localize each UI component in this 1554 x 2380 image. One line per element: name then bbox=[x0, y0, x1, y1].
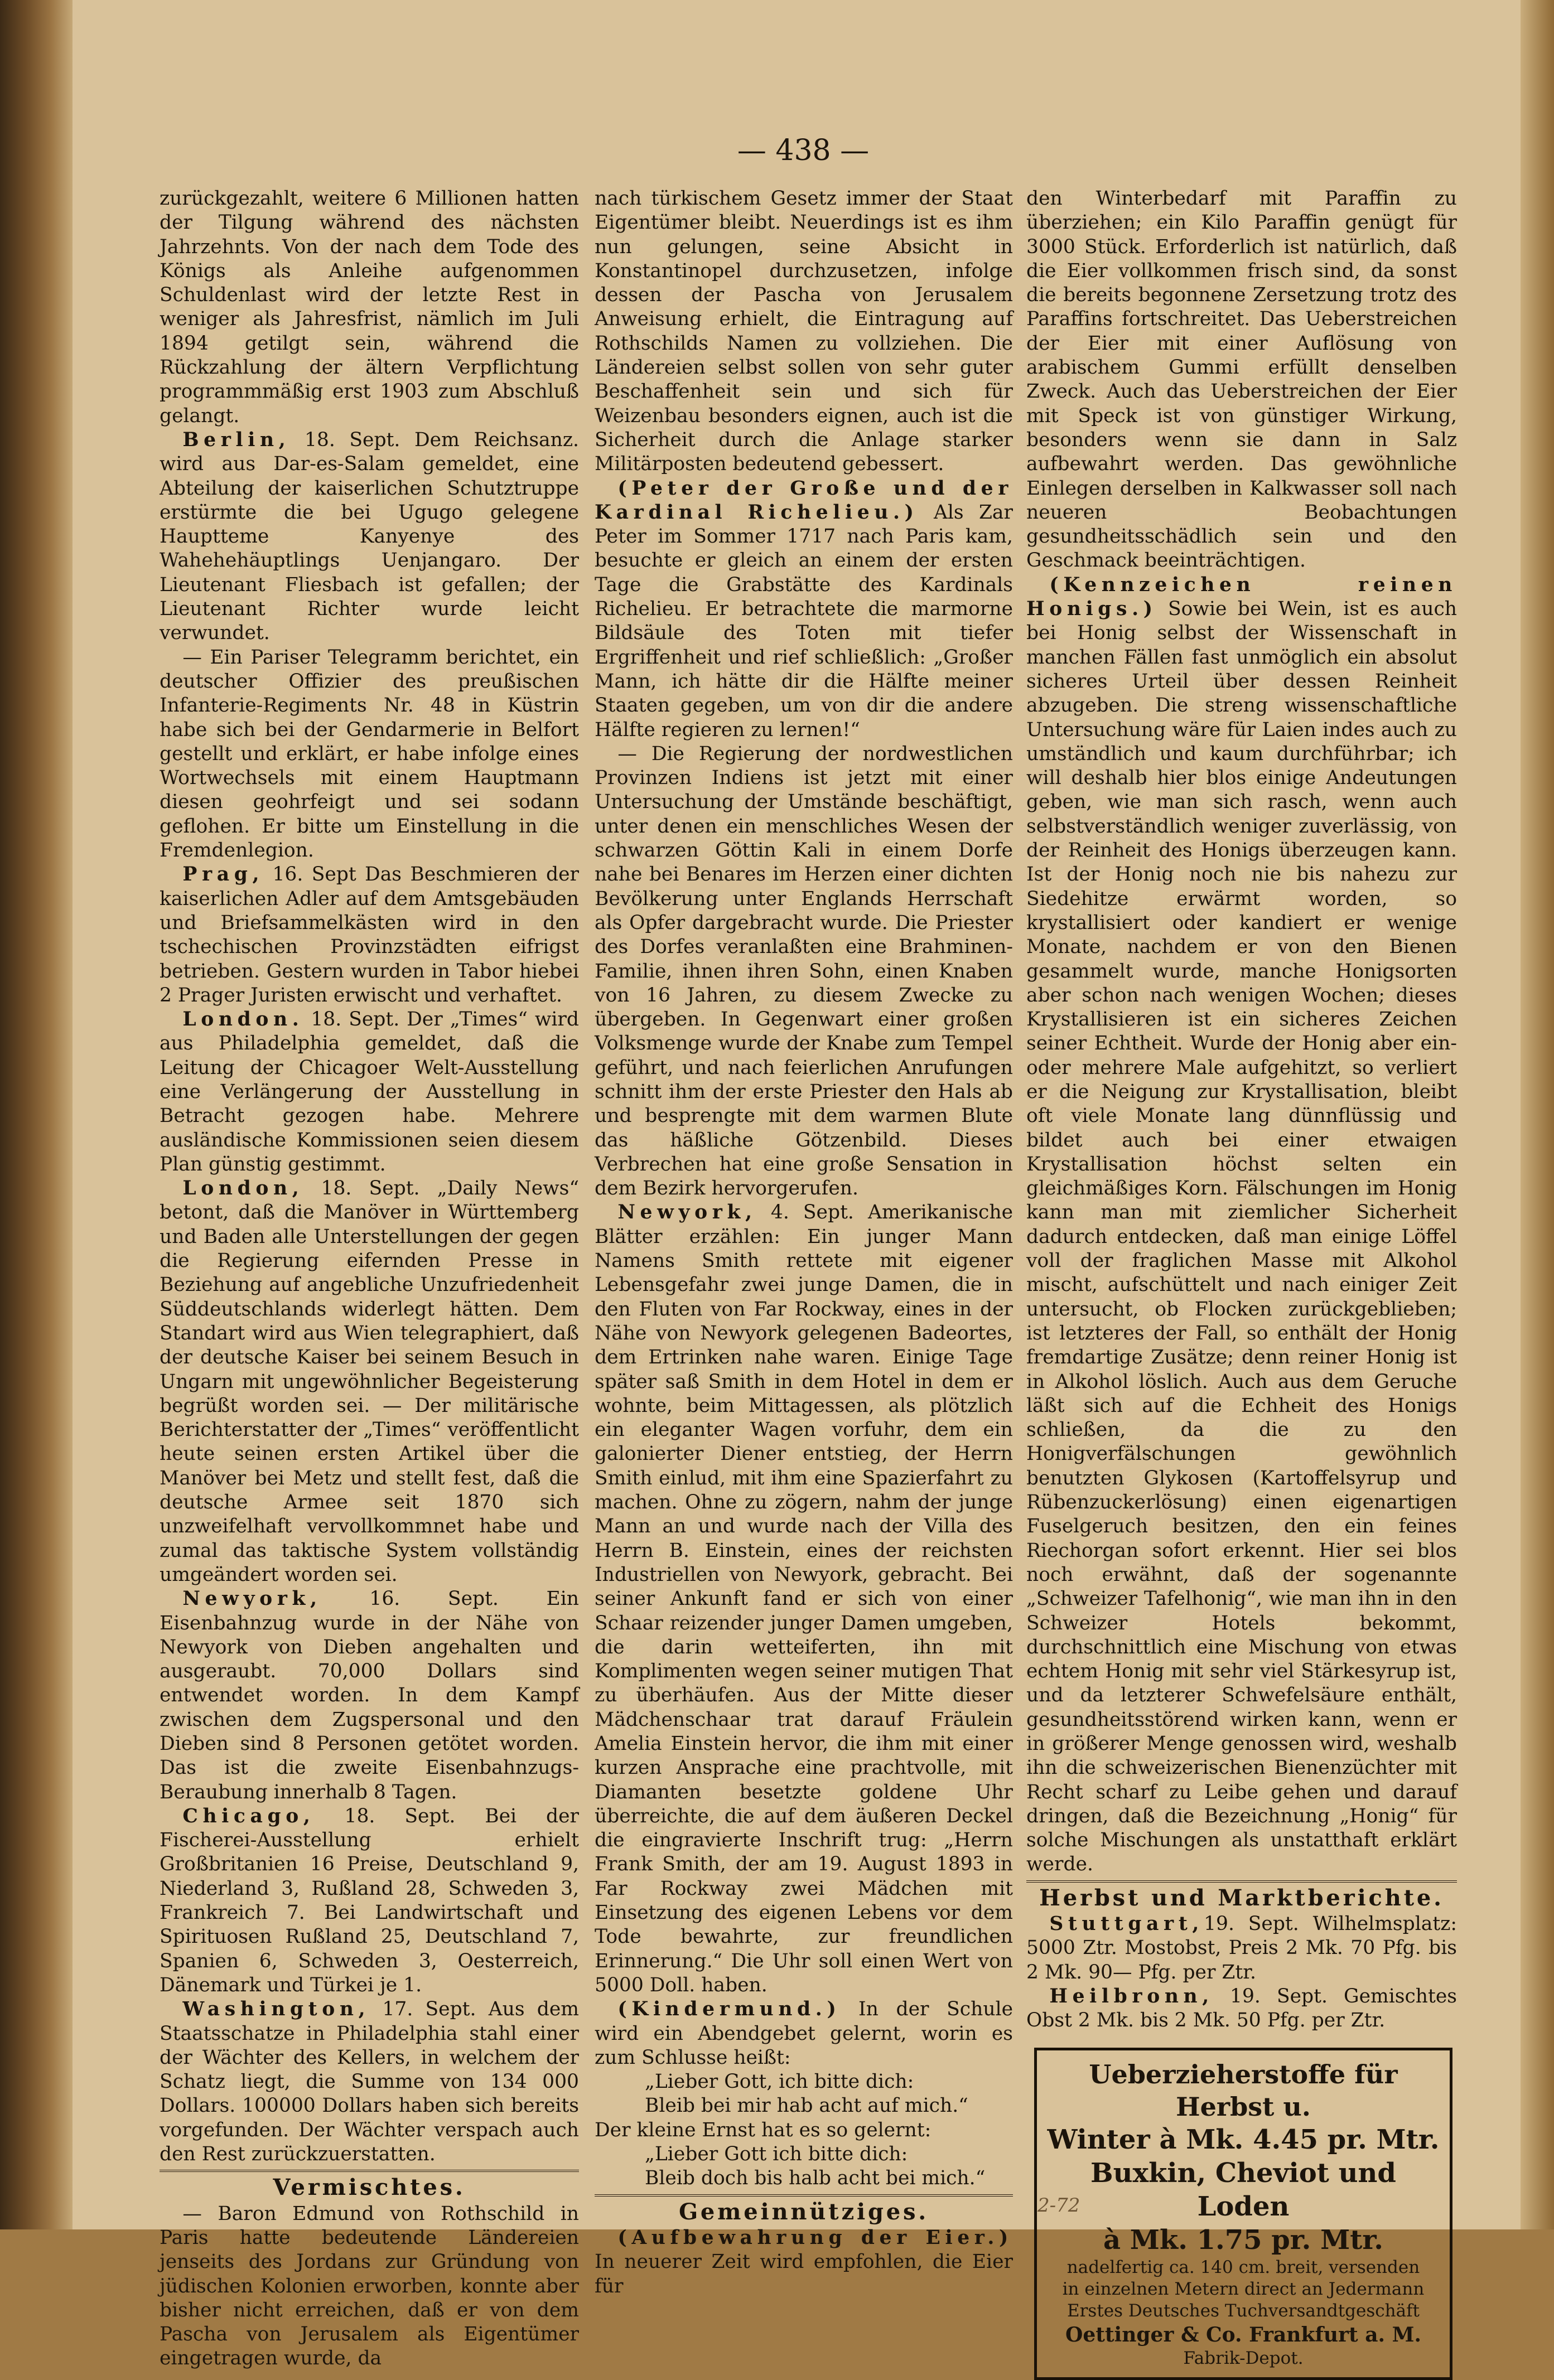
article-kindermund bbox=[595, 1997, 1013, 2070]
poem-line: Bleib doch bis halb acht bei mich.“ bbox=[645, 2167, 986, 2190]
news-item-london-2 bbox=[160, 1177, 579, 1587]
dateline-place: Berlin, bbox=[182, 428, 291, 451]
news-text: 4. Sept. Amerikanische Blätter erzählen: Ein junger Mann Namens Smith rettete mit eigener Lebensgefahr zwei junge Damen, die in den Fluten von Far Rockway, eines in der Nähe von Newyork gelegenen Badeortes, dem Ertrinken nahe waren. Einige Tage später saß Smith in dem Hotel in dem er wohnte, beim Mittagessen, als plötzlich ein eleganter Wagen vorfuhr, dem ein galonierter Diener entstieg, der Herrn Smith einlud, mit ihm eine Spazierfahrt zu machen. Ohne zu zögern, nahm der junge Mann an und wurde nach der Villa des Herrn B. Einstein, eines der reichsten Industriellen von Newyork, gebracht. Bei seiner Ankunft fand er sich von einer Schaar reizender junger Damen umgeben, die darin wetteiferten, ihn mit Komplimenten wegen seiner mutigen That zu überhäufen. Aus der Mitte dieser Mädchenschaar trat darauf Fräulein Amelia Einstein hervor, die ihm mit einer kurzen Ansprache eine prachtvolle, mit Diamanten besetzte goldene Uhr überreichte, die auf dem äußeren Deckel die eingravierte Inschrift trug: „Herrn Frank Smith, der am 19. August 1893 in Far Rockway zwei Mädchen mit Einsetzung des eigenen Lebens vor dem Tode bewahrte, zur freundlichen Erinnerung.“ Die Uhr soll einen Wert von 5000 Doll. haben. bbox=[595, 1201, 1013, 1996]
news-item-newyork bbox=[595, 1201, 1013, 1997]
article-heading: (Aufbewahrung der Eier.) bbox=[617, 2226, 1013, 2249]
dateline-place: London, bbox=[182, 1177, 304, 1200]
article-paragraph: nach türkischem Gesetz immer der Staat Eigentümer bleibt. Neuerdings ist es ihm nun gelungen, seine Absicht in Konstantinopel durchzusetzen, infolge dessen der Pascha von Jerusalem Anweisung erhielt, die Eintragung auf Rothschilds Namen zu vollziehen. Die Ländereien selbst sollen von sehr guter Beschaffenheit sein und sich für Weizenbau besonders eignen, auch ist die Sicherheit durch die Anlage starker Militärposten bedeutend gebessert. bbox=[595, 187, 1013, 476]
news-text: 18. Sept. Dem Reichsanz. wird aus Dar-es-Salam gemeldet, eine Abteilung der kaiserlichen Schutztruppe erstürmte die bei Ugugo gelegene Hauptteme Kanyenye des Wahehehäuptlings Uenjangaro. Der Lieutenant Fliesbach ist gefallen; der Lieutenant Richter wurde leicht verwundet. bbox=[160, 428, 579, 645]
article-paragraph: — Baron Edmund von Rothschild in Paris hatte bedeutende Ländereien jenseits des Jordans zur Gründung von jüdischen Kolonien erworben, konnte aber bisher nicht erreichen, daß er von dem Pascha von Jerusalem als Eigentümer eingetragen wurde, da bbox=[160, 2202, 579, 2370]
news-text: 18. Sept. Bei der Fischerei-Ausstellung erhielt Großbritanien 16 Preise, Deutschland 9, Niederland 3, Rußland 28, Schweden 3, Frankreich 7. Bei Landwirtschaft und Spirituosen Rußland 25, Deutschland 7, Spanien 6, Schweden 3, Oesterreich, Dänemark und Türkei je 1. bbox=[160, 1805, 579, 1996]
book-binding bbox=[0, 0, 73, 2229]
dateline-place: Stuttgart, bbox=[1049, 1913, 1204, 1936]
news-item-prag bbox=[160, 863, 579, 1008]
news-item-washington bbox=[160, 1997, 579, 2166]
news-item-london-1 bbox=[160, 1008, 579, 1177]
article-text: In neuerer Zeit wird empfohlen, die Eier für bbox=[595, 2251, 1013, 2297]
dateline-place: Washington, bbox=[182, 1998, 370, 2021]
ad-detail: in einzelnen Metern direct an Jedermann bbox=[1062, 2279, 1425, 2299]
section-divider bbox=[595, 2194, 1013, 2197]
article-peter-richelieu bbox=[595, 477, 1013, 742]
article-text: In der Schule wird ein Abendgebet gelernt, worin es zum Schlusse heißt: bbox=[595, 1998, 1013, 2069]
dateline-place: Prag, bbox=[182, 863, 264, 886]
news-item-paris: — Ein Pariser Telegramm berichtet, ein deutscher Offizier des preußischen Infanterie-Regiments Nr. 48 in Küstrin habe sich bei der Gendarmerie in Belfort gestellt und erklärt, er habe infolge eines Wortwechsels mit einem Hauptmann diesen geohrfeigt und sei sodann geflohen. Er bitte um Einstellung in die Fremdenlegion. bbox=[160, 646, 579, 862]
dateline-place: Chicago, bbox=[182, 1805, 315, 1827]
poem-line: „Lieber Gott ich bitte dich: bbox=[645, 2143, 908, 2166]
section-title-vermischtes: Vermischtes. bbox=[273, 2174, 466, 2201]
dateline-place: London. bbox=[182, 1008, 304, 1031]
column-middle bbox=[595, 187, 1013, 2299]
poem-line: „Lieber Gott, ich bitte dich: bbox=[645, 2071, 914, 2093]
market-text: 19. Sept. Wilhelmsplatz: 5000 Ztr. Mostobst, Preis 2 Mk. 70 Pfg. bis 2 Mk. 90— Pfg. per Ztr. bbox=[1026, 1913, 1457, 1984]
column-left bbox=[160, 187, 579, 2371]
ad-detail: Fabrik-Depot. bbox=[1183, 2348, 1304, 2368]
pencil-mark: 2-72 bbox=[1037, 2194, 1080, 2217]
article-paragraph: Der kleine Ernst hat es so gelernt: bbox=[595, 2118, 932, 2141]
dateline-place: Newyork, bbox=[182, 1588, 322, 1610]
article-paragraph: den Winterbedarf mit Paraffin zu überziehen; ein Kilo Paraffin genügt für 3000 Stück. Erforderlich ist natürlich, daß die Eier vollkommen frisch sind, da sonst die bereits begonnene Zersetzung trotz des Paraffins fortschreitet. Das Ueberstreichen der Eier mit einer Auflösung von arabischem Gummi erfüllt denselben Zweck. Auch das Ueberstreichen der Eier mit Speck ist von günstiger Wirkung, besonders wenn sie dann in Salz aufbewahrt werden. Das gewöhnliche Einlegen derselben in Kalkwasser soll nach neueren Beobachtungen gesundheitsschädlich sein und den Geschmack beeinträchtigen. bbox=[1026, 187, 1457, 572]
market-report-heilbronn bbox=[1026, 1985, 1457, 2033]
article-paragraph: zurückgezahlt, weitere 6 Millionen hatten der Tilgung während des nächsten Jahrzehnts. Von der nach dem Tode des Königs als Anleihe aufgenommen Schuldenlast wird der letzte Rest in weniger als Jahresfrist, nämlich im Juli 1894 getilgt sein, während die Rückzahlung der ältern Verpflichtung programmmäßig erst 1903 zum Abschluß gelangt. bbox=[160, 187, 579, 427]
section-divider bbox=[160, 2170, 579, 2172]
news-text: 18. Sept. „Daily News“ betont, daß die Manöver in Württemberg und Baden alle Unterstellungen der gegen die Regierung eifernden Presse in Beziehung auf angebliche Unzufriedenheit Süddeutschlands widerlegt hätten. Dem Standart wird aus Wien telegraphiert, daß der deutsche Kaiser bei seinem Besuch in Ungarn mit ungewöhnlicher Begeisterung begrüßt worden sei. — Der militärische Berichterstatter der „Times“ veröffentlicht heute seinen ersten Artikel über die Manöver bei Metz und stellt fest, daß die deutsche Armee seit 1870 sich unzweifelhaft vervollkommnet habe und zumal das taktische System vollständig umgeändert worden sei. bbox=[160, 1177, 579, 1586]
market-report-stuttgart bbox=[1026, 1912, 1457, 1985]
page-number: — 438 — bbox=[737, 134, 870, 167]
news-text: 17. Sept. Aus dem Staatsschatze in Philadelphia stahl einer der Wächter des Kellers, in welchem der Schatz liegt, die Summe von 134 000 Dollars. 100000 Dollars haben sich bereits vorgefunden. Der Wächter verspach auch den Rest zurückzuerstatten. bbox=[160, 1998, 579, 2166]
article-india: — Die Regierung der nordwestlichen Provinzen Indiens ist jetzt mit einer Untersuchung der Umstände beschäftigt, unter denen ein menschliches Wesen der schwarzen Göttin Kali in einem Dorfe nahe bei Benares im Herzen einer dichten Bevölkerung unter Englands Herrschaft als Opfer dargebracht wurde. Die Priester des Dorfes veranlaßten eine Brahminen-Familie, ihnen ihren Sohn, einen Knaben von 16 Jahren, zu diesem Zwecke zu übergeben. In Gegenwart einer großen Volksmenge wurde der Knabe zum Tempel geführt, und nach feierlichen Anrufungen schnitt ihm der erste Priester den Hals ab und besprengte mit dem warmen Blute das häßliche Götzenbild. Dieses Verbrechen hat eine große Sensation in dem Bezirk hervorgerufen. bbox=[595, 742, 1013, 1200]
article-heading: (Peter der Große und der Kardinal Richelieu.) bbox=[595, 477, 1013, 524]
article-text: Sowie bei Wein, ist es auch bei Honig selbst der Wissenschaft in manchen Fällen fast unmöglich ein absolut sicheres Urteil über dessen Reinheit abzugeben. Die streng wissenschaftliche Untersuchung wäre für Laien indes auch zu umständlich und kaum durchführbar; ich will deshalb hier blos einige Andeutungen geben, wie man sich rasch, wenn auch selbstverständlich weniger zuverlässig, von der Reinheit des Honigs überzeugen kann. Ist der Honig noch nie bis nahezu zur Siedehitze erwärmt worden, so krystallisiert oder kandiert er wenige Monate, nachdem er von den Bienen gesammelt wurde, manche Honigsorten aber schon nach wenigen Wochen; dieses Krystallisieren ist ein sicheres Zeichen seiner Echtheit. Wurde der Honig aber ein- oder mehrere Male aufgehitzt, so verliert er die Neigung zur Krystallisation, bleibt oft viele Monate lang dünnflüssig und bildet auch bei einer etwaigen Krystallisation höchst selten ein gleichmäßiges Korn. Fälschungen im Honig kann man mit ziemlicher Sicherheit dadurch entdecken, daß man einige Löffel voll der fraglichen Masse mit Alkohol mischt, aufschüttelt und nach einiger Zeit untersucht, ob Flocken zurückgeblieben; ist letzteres der Fall, so enthält der Honig fremdartige Zusätze; denn reiner Honig ist in Alkohol löslich. Auch aus dem Geruche läßt sich auf die Echheit des Honigs schließen, da die zu den Honigverfälschungen gewöhnlich benutzten Glykosen (Kartoffelsyrup und Rübenzuckerlösung) einen eigenartigen Fuselgeruch besitzen, den ein feines Riechorgan sofort erkennt. Hier sei blos noch erwähnt, daß der sogenannte „Schweizer Tafelhonig“, wie man ihn in den Schweizer Hotels bekommt, durchschnittlich eine Mischung von etwas echtem Honig mit sehr viel Stärkesyrup ist, und da letzterer Schwefelsäure enthält, gesundheitsstörend wirken kann, wenn er in größerer Menge genossen wird, weshalb ihn die schweizerischen Bienenzüchter mit Recht scharf zu Leibe gehen und darauf dringen, daß die Bezeichnung „Honig“ für solche Mischungen als unstatthaft erklärt werde. bbox=[1026, 598, 1457, 1876]
section-title-markt: Herbst und Marktberichte. bbox=[1039, 1884, 1444, 1911]
news-item-newyork bbox=[160, 1587, 579, 1805]
news-item-chicago bbox=[160, 1805, 579, 1997]
article-text: Als Zar Peter im Sommer 1717 nach Paris kam, besuchte er gleich an einem der ersten Tage die Grabstätte des Kardinals Richelieu. Er betrachtete die marmorne Bildsäule des Toten mit tiefer Ergriffenheit und rief schließlich: „Großer Mann, ich hätte dir die Hälfte meiner Staaten gegeben, um von dir die andere Hälfte regieren zu lernen!“ bbox=[595, 501, 1013, 741]
advertisement-box bbox=[1034, 2048, 1452, 2380]
ad-product-line: Buxkin, Cheviot und Loden bbox=[1090, 2157, 1396, 2222]
news-text: 16. Sept. Ein Eisenbahnzug wurde in der Nähe von Newyork von Dieben angehalten und ausgeraubt. 70,000 Dollars sind entwendet worden. In dem Kampf zwischen dem Zugspersonal und den Dieben sind 8 Personen getötet worden. Das ist die zweite Eisenbahnzugs-Beraubung innerhalb 8 Tagen. bbox=[160, 1588, 579, 1803]
article-heading: (Kindermund.) bbox=[617, 1998, 841, 2021]
market-text: 19. Sept. Gemischtes Obst 2 Mk. bis 2 Mk. 50 Pfg. per Ztr. bbox=[1026, 1985, 1457, 2032]
page-edge bbox=[1521, 0, 1554, 2229]
dateline-place: Newyork, bbox=[617, 1201, 757, 1224]
section-divider bbox=[1026, 1880, 1457, 1883]
news-item-berlin bbox=[160, 428, 579, 646]
dateline-place: Heilbronn, bbox=[1049, 1985, 1214, 2007]
ad-headline: Ueberzieherstoffe für Herbst u. bbox=[1089, 2059, 1398, 2122]
news-text: 18. Sept. Der „Times“ wird aus Philadelphia gemeldet, daß die Leitung der Chicagoer Welt-Ausstellung eine Verlängerung der Ausstellung in Betracht gezogen habe. Mehrere ausländische Kommissionen seien diesem Plan günstig gestimmt. bbox=[160, 1008, 579, 1176]
poem-line: Bleib bei mir hab acht auf mich.“ bbox=[645, 2094, 968, 2117]
news-text: 16. Sept Das Beschmieren der kaiserlichen Adler auf dem Amtsgebäuden und Briefsammelkästen wird in den tschechischen Provinzstädten eifrigst betrieben. Gestern wurden in Tabor hiebei 2 Prager Juristen erwischt und verhaftet. bbox=[160, 863, 579, 1007]
column-right bbox=[1026, 187, 1457, 2380]
ad-price-line: Winter à Mk. 4.45 pr. Mtr. bbox=[1047, 2123, 1440, 2155]
article-honig bbox=[1026, 573, 1457, 1877]
section-title-gemeinnuetziges: Gemeinnütziges. bbox=[678, 2198, 929, 2225]
ad-price-line: à Mk. 1.75 pr. Mtr. bbox=[1103, 2224, 1383, 2256]
ad-detail: Erstes Deutsches Tuchversandtgeschäft bbox=[1066, 2300, 1420, 2321]
ad-detail: nadelfertig ca. 140 cm. breit, versenden bbox=[1066, 2257, 1420, 2277]
article-eier bbox=[595, 2226, 1013, 2299]
article-heading: (Kennzeichen reinen Honigs.) bbox=[1026, 573, 1457, 621]
ad-firm-name: Oettinger & Co. Frankfurt a. M. bbox=[1065, 2323, 1421, 2347]
